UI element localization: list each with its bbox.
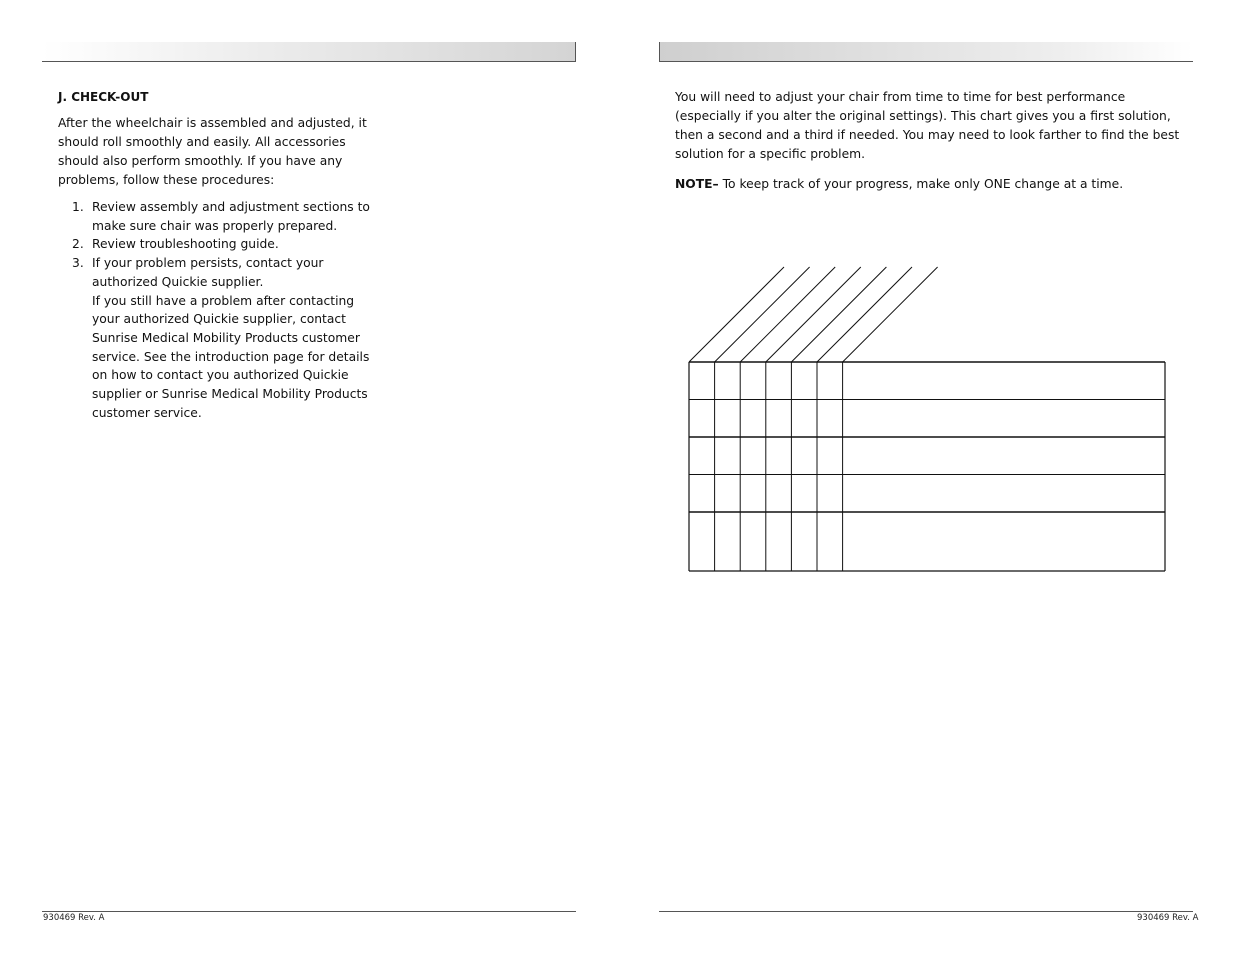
right-footer-rule	[659, 911, 1193, 912]
step-number: 1.	[72, 200, 84, 214]
list-item	[72, 198, 382, 235]
list-item	[72, 254, 382, 422]
step-text: If your problem persists, contact your authorized Quickie supplier.	[92, 256, 324, 289]
step-text: Review troubleshooting guide.	[92, 237, 279, 252]
grid-header-diagonal	[791, 267, 886, 362]
step-text-block	[92, 254, 382, 422]
step-continuation-text: If you still have a problem after contacting your authorized Quickie supplier, contact Sunrise Medical Mobility Products customer service. See the introduction page for details on how to contact you authorized Quickie supplier or Sunrise Medical Mobility Products customer service.	[92, 293, 370, 420]
step-number: 2.	[72, 237, 84, 252]
step-text: Review assembly and adjustment sections to make sure chair was properly prepared.	[92, 200, 370, 233]
troubleshooting-chart-grid	[686, 262, 1170, 576]
left-page-header-bar	[42, 42, 576, 62]
section-heading: J. CHECK-OUT	[58, 90, 149, 104]
note-text: To keep track of your progress, make only ONE change at a time.	[718, 177, 1124, 191]
checkout-intro-paragraph: After the wheelchair is assembled and adjusted, it should roll smoothly and easily. All accessories should also perform smoothly. If you have any problems, follow these procedures:	[58, 116, 367, 187]
troubleshooting-intro-paragraph: You will need to adjust your chair from time to time for best performance (especially if you alter the original settings). This chart gives you a first solution, then a second and a third if needed. You may need to look farther to find the best solution for a specific problem.	[675, 90, 1180, 161]
note-paragraph	[675, 177, 1180, 191]
grid-header-diagonal	[715, 267, 810, 362]
left-page-footer: 930469 Rev. A	[43, 913, 105, 923]
checkout-steps-list	[72, 198, 382, 422]
grid-header-diagonal	[740, 267, 835, 362]
right-page-footer: 930469 Rev. A	[1137, 913, 1199, 923]
note-label: NOTE–	[675, 177, 719, 191]
grid-header-diagonal	[689, 267, 784, 362]
step-number: 3.	[72, 256, 84, 271]
list-item	[72, 235, 382, 254]
right-page-header-bar	[659, 42, 1193, 62]
grid-header-diagonal	[817, 267, 912, 362]
grid-header-diagonal	[766, 267, 861, 362]
grid-header-diagonal	[843, 267, 938, 362]
left-footer-rule	[42, 911, 576, 912]
